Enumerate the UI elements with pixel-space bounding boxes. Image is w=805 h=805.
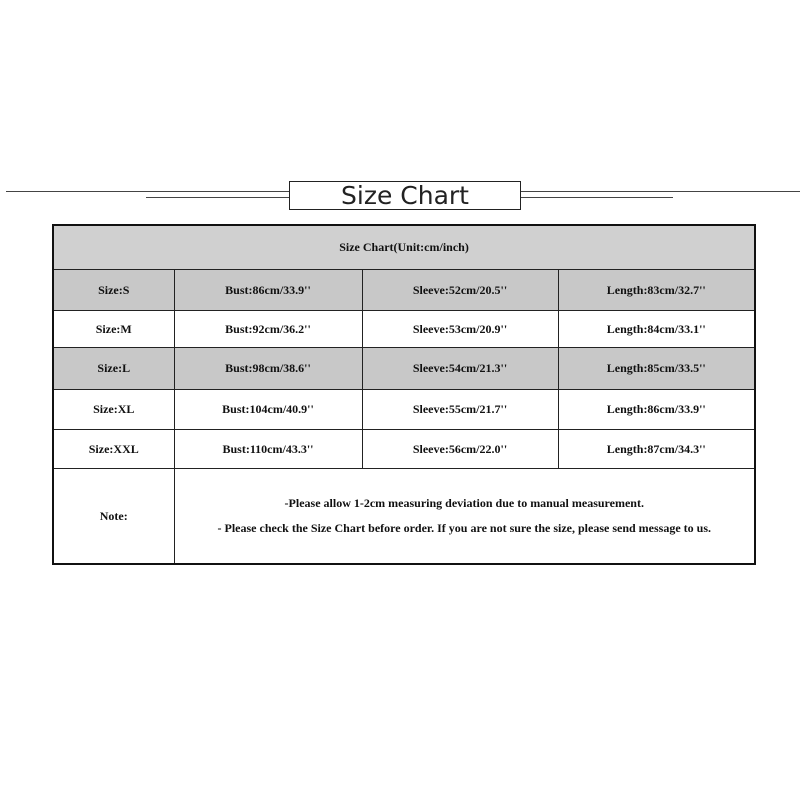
length-cell: Length:86cm/33.9'' (558, 390, 755, 430)
table-row (53, 430, 755, 469)
page-title: Size Chart (289, 181, 521, 210)
length-cell: Length:87cm/34.3'' (558, 430, 755, 469)
bust-cell: Bust:98cm/38.6'' (174, 348, 362, 390)
length-cell: Length:83cm/32.7'' (558, 270, 755, 311)
sleeve-cell: Sleeve:52cm/20.5'' (362, 270, 558, 311)
length-cell: Length:84cm/33.1'' (558, 311, 755, 348)
note-label: Note: (53, 469, 174, 565)
bust-cell: Bust:86cm/33.9'' (174, 270, 362, 311)
size-cell: Size:L (53, 348, 174, 390)
title-rule-left-long (6, 191, 289, 192)
note-line-2: - Please check the Size Chart before order. If you are not sure the size, please send message to us. (217, 521, 712, 535)
size-cell: Size:XXL (53, 430, 174, 469)
sleeve-cell: Sleeve:56cm/22.0'' (362, 430, 558, 469)
note-line-1: -Please allow 1-2cm measuring deviation due to manual measurement. (284, 496, 644, 510)
length-cell: Length:85cm/33.5'' (558, 348, 755, 390)
sleeve-cell: Sleeve:53cm/20.9'' (362, 311, 558, 348)
sleeve-cell: Sleeve:54cm/21.3'' (362, 348, 558, 390)
table-row (53, 348, 755, 390)
size-cell: Size:S (53, 270, 174, 311)
size-cell: Size:XL (53, 390, 174, 430)
title-rule-right-long (520, 191, 800, 192)
sleeve-cell: Sleeve:55cm/21.7'' (362, 390, 558, 430)
table-row (53, 311, 755, 348)
title-rule-left-short (146, 197, 289, 198)
title-rule-right-short (520, 197, 673, 198)
note-text (174, 469, 755, 565)
bust-cell: Bust:104cm/40.9'' (174, 390, 362, 430)
bust-cell: Bust:92cm/36.2'' (174, 311, 362, 348)
note-row (53, 469, 755, 565)
table-caption-row (53, 225, 755, 270)
bust-cell: Bust:110cm/43.3'' (174, 430, 362, 469)
size-cell: Size:M (53, 311, 174, 348)
table-caption: Size Chart(Unit:cm/inch) (53, 225, 755, 270)
table-row (53, 390, 755, 430)
size-chart-table (52, 224, 756, 565)
table-row (53, 270, 755, 311)
